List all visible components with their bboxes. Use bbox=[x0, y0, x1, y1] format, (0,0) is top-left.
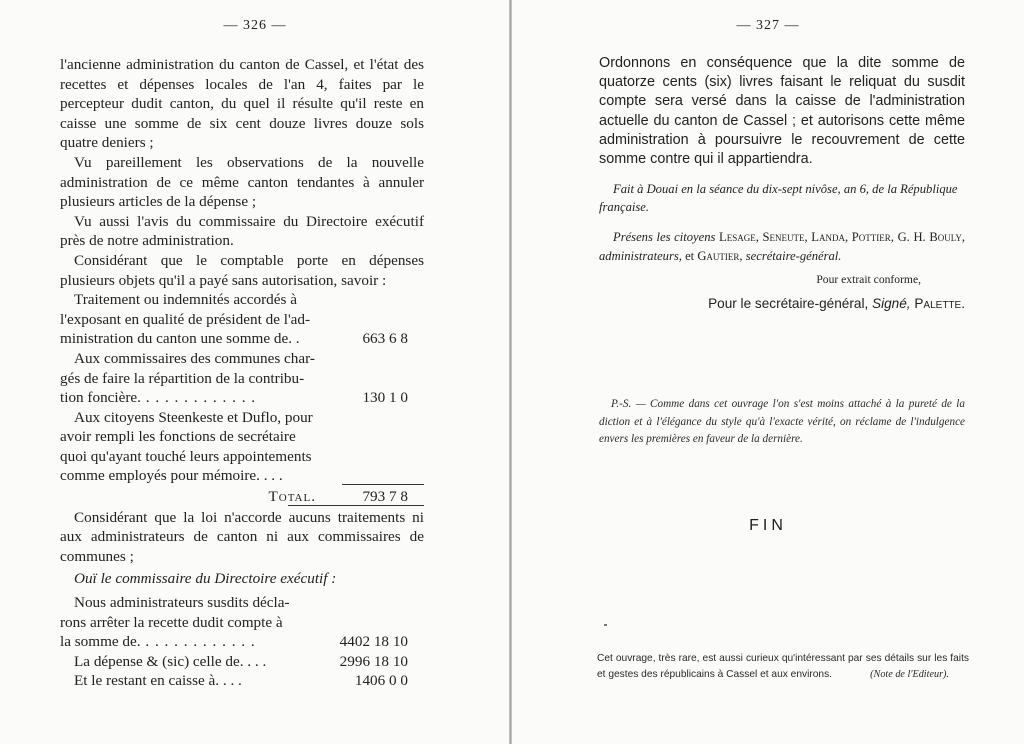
paragraph-1: l'ancienne administration du canton de Cassel, et l'état des recettes et dépenses locales de l'an 4, faites par le percepteur dudit canton, du quel il résulte qu'il reste en caisse une somme de six cent douze livres douze sols quatre deniers ; bbox=[60, 56, 424, 152]
editor-note bbox=[597, 651, 969, 683]
oui-line: Ouï le commissaire du Directoire exécutif : bbox=[74, 570, 337, 588]
total-row bbox=[60, 487, 424, 507]
editor-note-text: Cet ouvrage, très rare, est aussi curieux qu'intéressant par ses détails sur les faits et gestes des républicains à Cassel et aux environs. bbox=[597, 653, 969, 680]
summary-amount: 4402 18 10 bbox=[339, 633, 408, 651]
summary-amount: 2996 18 10 bbox=[339, 652, 408, 670]
signe-name: Palette. bbox=[914, 296, 965, 312]
summary-label: la somme de. bbox=[60, 633, 141, 651]
fait-line: Fait à Douai en la séance du dix-sept nivôse, an 6, de la République française. bbox=[599, 182, 958, 215]
expense-amount: 130 1 0 bbox=[362, 389, 408, 407]
decision-line: Nous administrateurs susdits décla- bbox=[74, 594, 290, 612]
fin-heading: FIN bbox=[749, 517, 787, 534]
right-page-text bbox=[599, 54, 965, 311]
expense-line: quoi qu'ayant touché leurs appointements bbox=[60, 447, 312, 465]
expense-line: Traitement ou indemnités accordés à bbox=[74, 291, 297, 309]
expense-line: avoir rempli les fonctions de secrétaire bbox=[60, 428, 296, 446]
signature-line bbox=[599, 296, 965, 311]
decision-line: rons arrêter la recette dudit compte à bbox=[60, 613, 283, 631]
expense-line: Aux commissaires des communes char- bbox=[74, 349, 315, 367]
print-mark bbox=[604, 624, 607, 626]
expense-line: ministration du canton une somme de. . bbox=[60, 330, 300, 348]
summary-amount: 1406 0 0 bbox=[354, 672, 408, 690]
expense-amount: 663 6 8 bbox=[362, 330, 408, 348]
summary-row bbox=[60, 671, 424, 691]
expense-line: l'exposant en qualité de président de l'ad- bbox=[60, 310, 311, 328]
page-number-left: — 326 — bbox=[223, 18, 287, 33]
page-number-right: — 327 — bbox=[736, 18, 800, 33]
expense-line: tion foncière. bbox=[60, 389, 141, 407]
expense-line: comme employés pour mémoire. . . . bbox=[60, 467, 283, 485]
sum-rule bbox=[342, 483, 424, 485]
expense-item bbox=[60, 408, 424, 486]
total-amount: 793 7 8 bbox=[362, 488, 408, 506]
expense-line: gés de faire la répartition de la contribu- bbox=[60, 369, 305, 387]
summary-label: Et le restant en caisse à. . . . bbox=[74, 672, 242, 690]
presens-prefix: Présens les citoyens bbox=[613, 230, 716, 245]
expense-line: Aux citoyens Steenkeste et Duflo, pour bbox=[74, 408, 313, 426]
left-page-text bbox=[60, 55, 424, 691]
summary-row bbox=[60, 652, 424, 672]
total-label: Total. bbox=[268, 488, 316, 506]
summary-label: La dépense & (sic) celle de. . . . bbox=[74, 652, 267, 670]
signe-word: Signé, bbox=[872, 296, 911, 312]
postscript: P.-S. — Comme dans cet ouvrage l'on s'est moins attaché à la pureté de la diction et à l'élégance du style qu'à l'exacte vérité, on réclame de l'indulgence envers les premières en faveur de la dernière. bbox=[599, 398, 965, 446]
presens-and: et bbox=[685, 249, 695, 264]
summary-row bbox=[60, 632, 424, 652]
editor-note-source: (Note de l'Editeur). bbox=[870, 669, 949, 680]
paragraph-3: Vu aussi l'avis du commissaire du Directoire exécutif près de notre administration. bbox=[60, 212, 424, 250]
conforme-line: Pour extrait conforme, bbox=[816, 273, 921, 287]
paragraph-5: Considérant que la loi n'accorde aucuns traitements ni aux administrateurs de canton ni aux commissaires de communes ; bbox=[60, 508, 424, 565]
presens-paragraph bbox=[599, 228, 965, 266]
presens-secretary: secrétaire-général. bbox=[745, 249, 842, 264]
leader-dots bbox=[141, 389, 256, 406]
signe-prefix: Pour le secrétaire-général, bbox=[708, 296, 869, 312]
presens-names: Lesage, Seneute, Landa, Pottier, G. H. Bouly, bbox=[719, 230, 965, 245]
leader-dots bbox=[141, 633, 256, 650]
decree-paragraph: Ordonnons en conséquence que la dite somme de quatorze cents (six) livres faisant le reliquat du susdit compte sera versé dans la caisse de l'administration actuelle du canton de Cassel ; et autorisons cette même administration à poursuivre le recouvrement de cette somme contre qui il appartiendra. bbox=[599, 55, 965, 168]
presens-gautier: Gautier, bbox=[697, 249, 743, 264]
presens-role: administrateurs, bbox=[599, 249, 682, 264]
paragraph-2: Vu pareillement les observations de la nouvelle administration de ce même canton tendantes à annuler plusieurs articles de la dépense ; bbox=[60, 153, 424, 211]
expense-item bbox=[60, 290, 424, 349]
left-page bbox=[0, 0, 510, 744]
paragraph-4: Considérant que le comptable porte en dépenses plusieurs objets qu'il a payé sans autorisation, savoir : bbox=[60, 251, 424, 289]
expense-item bbox=[60, 349, 424, 408]
